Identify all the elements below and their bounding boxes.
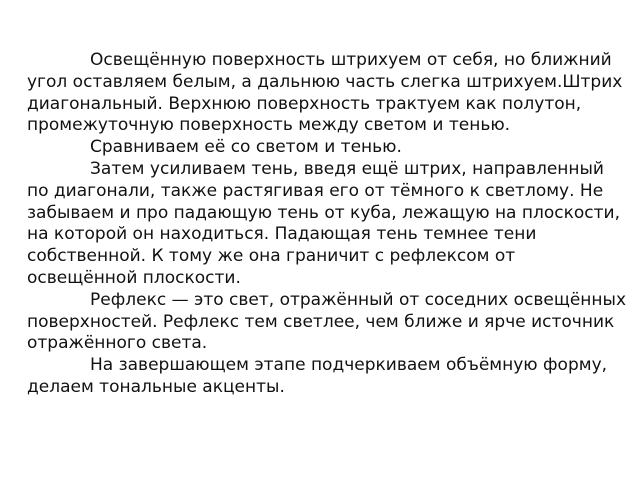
paragraph-5: На завершающем этапе подчеркиваем объёмную форму, делаем тональные акценты. xyxy=(27,355,608,397)
paragraph-3: Затем усиливаем тень, введя ещё штрих, направленный по диагонали, также растягивая его от тёмного к светлому. Не забываем и про падающую тень от куба, лежащую на плоскости, на которой он находиться. Падающая тень темнее тени собственной. К тому же она граничит с рефлексом от освещённой плоскости. xyxy=(27,158,620,288)
paragraph-2: Сравниваем её со светом и тенью. xyxy=(90,137,402,158)
paragraph-4: Рефлекс — это свет, отражённый от соседних освещённых поверхностей. Рефлекс тем светлее, чем ближе и ярче источник отражённого света. xyxy=(27,289,627,354)
paragraph-1: Освещённую поверхность штрихуем от себя, но ближний угол оставляем белым, а дальнюю часть слегка штрихуем.Штрих диагональный. Верхнюю поверхность трактуем как полутон, промежуточную поверхность между светом и тенью. xyxy=(27,50,623,136)
document-text xyxy=(27,50,627,399)
